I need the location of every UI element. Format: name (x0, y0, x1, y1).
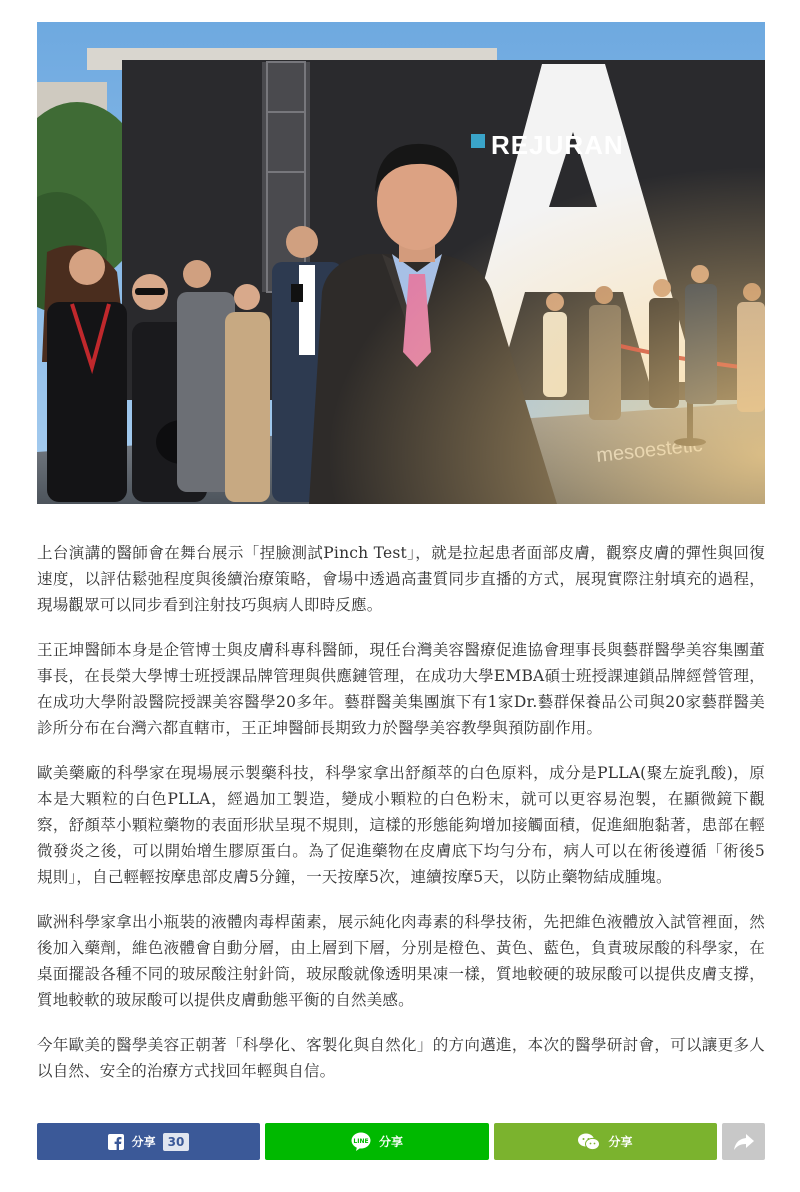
share-bar (37, 1123, 765, 1160)
paragraph: 歐美藥廠的科學家在現場展示製藥科技，科學家拿出舒顏萃的白色原料，成分是PLLA(聚左旋乳酸)，原本是大顆粒的白色PLLA，經過加工製造，變成小顆粒的白色粉末，就可以更容易泡製，在顯微鏡下觀察，舒顏萃小顆粒藥物的表面形狀呈現不規則，這樣的形態能夠增加接觸面積，促進細胞黏著，患部在輕微發炎之後，可以開始增生膠原蛋白。為了促進藥物在皮膚底下均勻分布，病人可以在術後遵循「術後5規則」，自己輕輕按摩患部皮膚5分鐘，一天按摩5次，連續按摩5天，以防止藥物結成腫塊。 (37, 764, 765, 886)
event-photo-illustration (37, 22, 765, 504)
facebook-share-count: 30 (163, 1133, 190, 1151)
hero-photo (37, 22, 765, 504)
wechat-icon (578, 1133, 600, 1151)
wechat-share-label: 分享 (608, 1135, 633, 1149)
svg-text:LINE: LINE (353, 1138, 369, 1145)
sun-glare (37, 22, 765, 504)
line-share-label: 分享 (378, 1135, 403, 1149)
paragraph: 王正坤醫師本身是企管博士與皮膚科專科醫師，現任台灣美容醫療促進協會理事長與藝群醫學美容集團董事長，在長榮大學博士班授課品牌管理與供應鏈管理，在成功大學EMBA碩士班授課連鎖品牌經營管理，在成功大學附設醫院授課美容醫學20多年。藝群醫美集團旗下有1家Dr.藝群保養品公司與20家藝群醫美診所分布在台灣六都直轄市，王正坤醫師長期致力於醫學美容教學與預防副作用。 (37, 641, 765, 737)
paragraph: 上台演講的醫師會在舞台展示「捏臉測試Pinch Test」，就是拉起患者面部皮膚，觀察皮膚的彈性與回復速度，以評估鬆弛程度與後續治療策略，會場中透過高畫質同步直播的方式，展現實際注射填充的過程，現場觀眾可以同步看到注射技巧與病人即時反應。 (37, 544, 765, 614)
share-arrow-icon (734, 1134, 754, 1150)
paragraph: 今年歐美的醫學美容正朝著「科學化、客製化與自然化」的方向邁進，本次的醫學研討會，可以讓更多人以自然、安全的治療方式找回年輕與自信。 (37, 1036, 765, 1080)
line-share-button[interactable] (265, 1123, 489, 1160)
paragraph: 歐洲科學家拿出小瓶裝的液體肉毒桿菌素，展示純化肉毒素的科學技術，先把維色液體放入試管裡面，然後加入藥劑，維色液體會自動分層，由上層到下層，分別是橙色、黃色、藍色，負責玻尿酸的科學家，在桌面擺設各種不同的玻尿酸注射針筒，玻尿酸就像透明果凍一樣，質地較硬的玻尿酸可以提供皮膚支撐，質地較軟的玻尿酸可以提供皮膚動態平衡的自然美感。 (37, 913, 765, 1009)
article-body (37, 540, 765, 1103)
facebook-share-button[interactable] (37, 1123, 260, 1160)
line-icon (351, 1132, 371, 1151)
wechat-share-button[interactable] (494, 1123, 717, 1160)
facebook-share-label: 分享 (131, 1135, 156, 1149)
facebook-icon (108, 1134, 124, 1150)
more-share-button[interactable] (722, 1123, 765, 1160)
